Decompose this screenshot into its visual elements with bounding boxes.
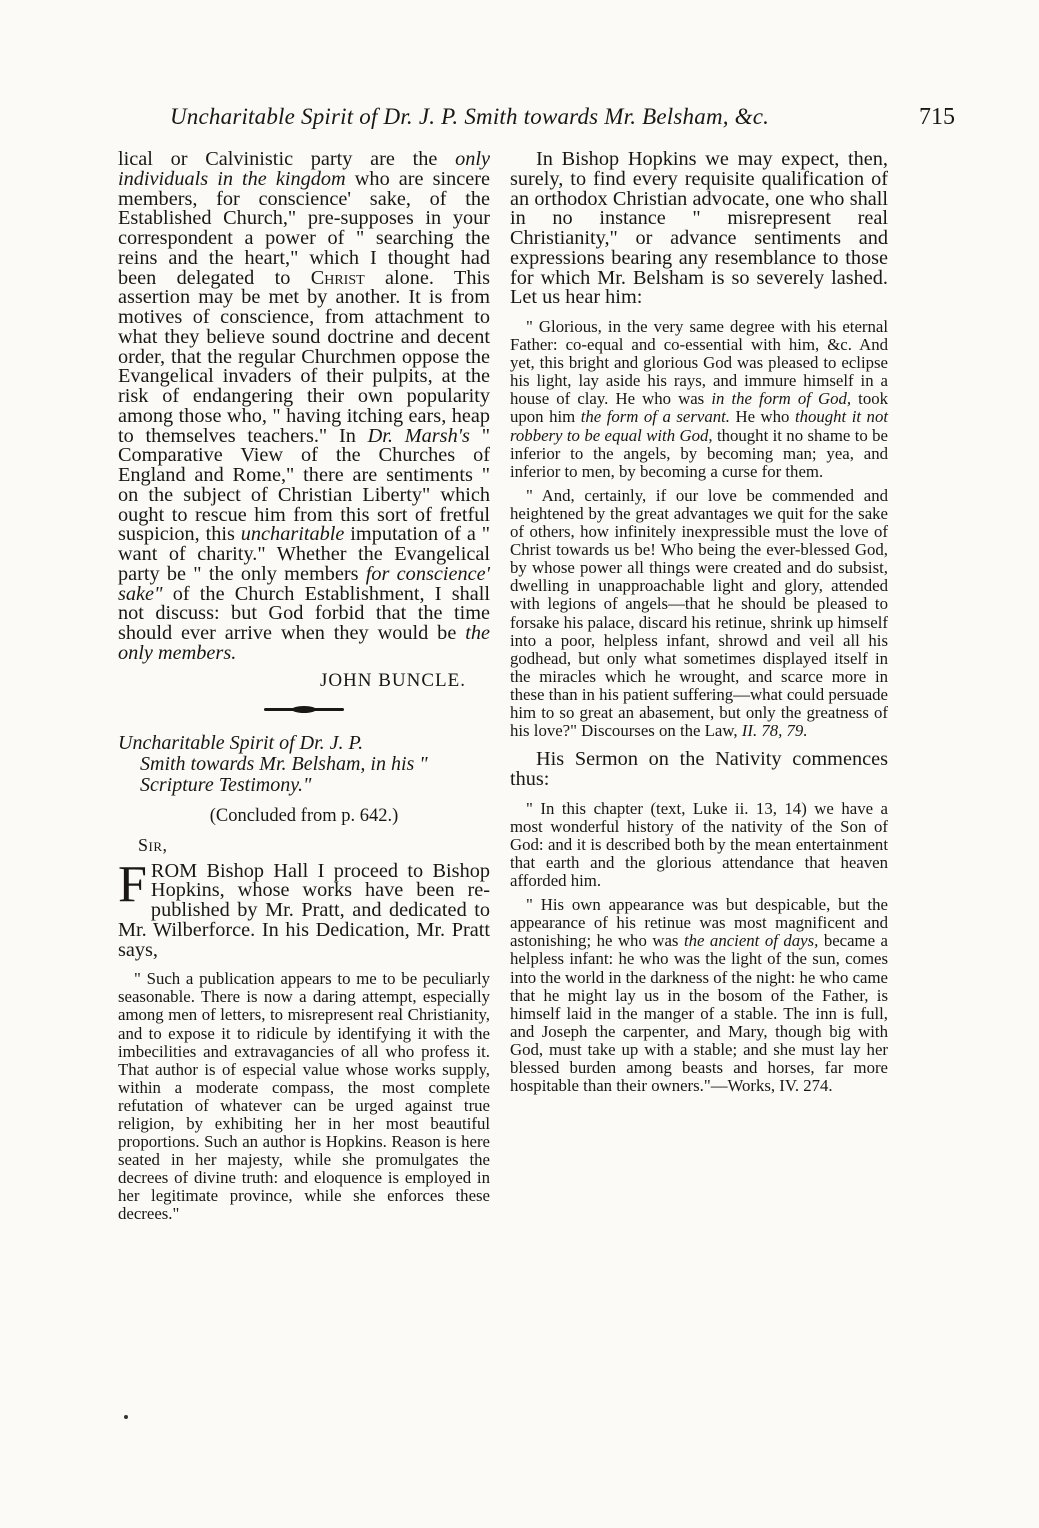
page-number: 715	[919, 104, 955, 130]
left-column	[118, 150, 490, 1224]
running-header	[170, 104, 955, 144]
left-paragraph-2-text: ROM Bishop Hall I proceed to Bishop Hopkins, whose works have been re-published by Mr. Pratt, and dedicated to Mr. Wilberforce. In his Dedication, Mr. Pratt says,	[118, 859, 490, 961]
small-caps-phrase: Christ	[310, 266, 365, 289]
italic-phrase: Dr. Marsh's	[367, 424, 470, 447]
right-quote-1: " Glorious, in the very same degree with his eternal Father: co-equal and co-essential with him, &c. And yet, this bright and glorious God was pleased to eclipse his light, lay aside his rays, and immure himself in a house of clay. He who was in the form of God, took upon him the form of a servant. He who thought it not robbery to be equal with God, thought it no shame to be inferior to the angels, by becoming man; yea, and inferior to men, by becoming a curse for them.	[510, 317, 889, 481]
section-divider	[264, 708, 344, 711]
salutation: Sir,	[138, 834, 168, 855]
italic-phrase: thought it not robbery to be equal with God,	[510, 407, 888, 445]
left-paragraph-2	[118, 855, 490, 961]
right-column	[510, 150, 888, 1095]
italic-phrase: only individuals in the kingdom	[118, 148, 490, 190]
article-title-line-1: Uncharitable Spirit of Dr. J. P.	[118, 731, 364, 754]
margin-mark	[124, 1415, 128, 1419]
drop-cap: F	[118, 855, 147, 913]
right-quote-3: " In this chapter (text, Luke ii. 13, 14) we have a most wonderful history of the nativity of the Son of God: and it is described both by the mean entertainment that earth and the glorious attendance that heaven afforded him.	[510, 798, 888, 891]
signature: JOHN BUNCLE.	[319, 669, 466, 691]
article-title	[118, 733, 490, 796]
italic-phrase: the ancient of days,	[683, 931, 819, 951]
running-title: Uncharitable Spirit of Dr. J. P. Smith towards Mr. Belsham, &c.	[170, 104, 770, 129]
right-quote-4: " His own appearance was but despicable, but the appearance of his retinue was most magnificent and astonishing; he who was the ancient of days, became a helpless infant: he who was the light of the sun, comes into the world in the darkness of the night: he who came that he might lay us in the bosom of the Father, is himself laid in the manger of a stable. The inn is full, and Joseph the carpenter, and Mary, though big with God, must take up with a stable; and she must lay her blessed burden among beasts and horses, far more hospitable than their owners."—Works, IV. 274.	[510, 895, 889, 1096]
italic-phrase: uncharitable	[240, 523, 345, 546]
right-paragraph-2: His Sermon on the Nativity commences thus:	[510, 748, 888, 790]
italic-phrase: in the form of God,	[711, 389, 852, 409]
italic-phrase: for conscience' sake"	[118, 562, 490, 605]
continuation-note: (Concluded from p. 642.)	[209, 805, 399, 826]
right-paragraph-1: In Bishop Hopkins we may expect, then, surely, to find every requisite qualification of an orthodox Christian advocate, one who shall in no instance " misrepresent real Christianity," or advance sentiments and expressions bearing any resemblance to those for which Mr. Belsham is so severely lashed. Let us hear him:	[510, 148, 888, 309]
italic-phrase: the only members.	[118, 622, 490, 664]
italic-phrase: II. 78, 79.	[741, 721, 808, 741]
italic-phrase: the form of a servant.	[580, 407, 730, 427]
right-quote-2: " And, certainly, if our love be commended and heightened by the great advantages we quit for the sake of others, how infinitely inexpressible must the love of Christ towards us be! Who being the ever-blessed God, by whose power all things were created and do subsist, dwelling in unapproachable light and glory, attended with legions of angels—that he should be pleased to forsake his palace, discard his retinue, shrink up himself into a poor, helpless infant, shrowd and veil all his godhead, but only what sometimes displayed itself in the miracles which he wrought, and scarce more in these than in his patient suffering—what could persuade him to so great an abasement, but only the greatness of his love?" Discourses on the Law, II. 78, 79.	[510, 485, 888, 741]
article-title-line-2: Smith towards Mr. Belsham, in his " Scripture Testimony."	[140, 752, 428, 796]
left-paragraph-1: lical or Calvinistic party are the only individuals in the kingdom who are sincere members, for conscience' sake, of the Established Church," pre-supposes in your correspondent a power of " searching the reins and the heart," which I thought had been delegated to Christ alone. This assertion may be met by another. It is from motives of conscience, from attachment to what they believe sound doctrine and decent order, that the regular Churchmen oppose the Evangelical invaders of their pulpits, at the risk of endangering their own popularity among those who, " having itching ears, heap to themselves teachers." In Dr. Marsh's " Comparative View of the Churches of England and Rome," there are sentiments " on the subject of Christian Liberty" which ought to rescue him from this sort of fretful suspicion, this uncharitable imputation of a " want of charity." Whether the Evangelical party be " the only members for conscience' sake" of the Church Establishment, I shall not discuss: but God forbid that the time should ever arrive when they would be the only members.	[118, 148, 491, 664]
left-quote-1: " Such a publication appears to me to be peculiarly seasonable. There is now a daring attempt, especially among men of letters, to misrepresent real Christianity, and to expose it to ridicule by identifying it with the imbecilities and extravagancies of all who profess it. That author is of especial value whose works supply, within a moderate compass, the most complete refutation of whatever can be urged against true religion, by exhibiting her in her most beautiful proportions. Such an author is Hopkins. Reason is here seated in her majesty, while she promulgates the decrees of divine truth: and eloquence is employed in her legitimate province, while she enforces these decrees."	[118, 969, 490, 1224]
